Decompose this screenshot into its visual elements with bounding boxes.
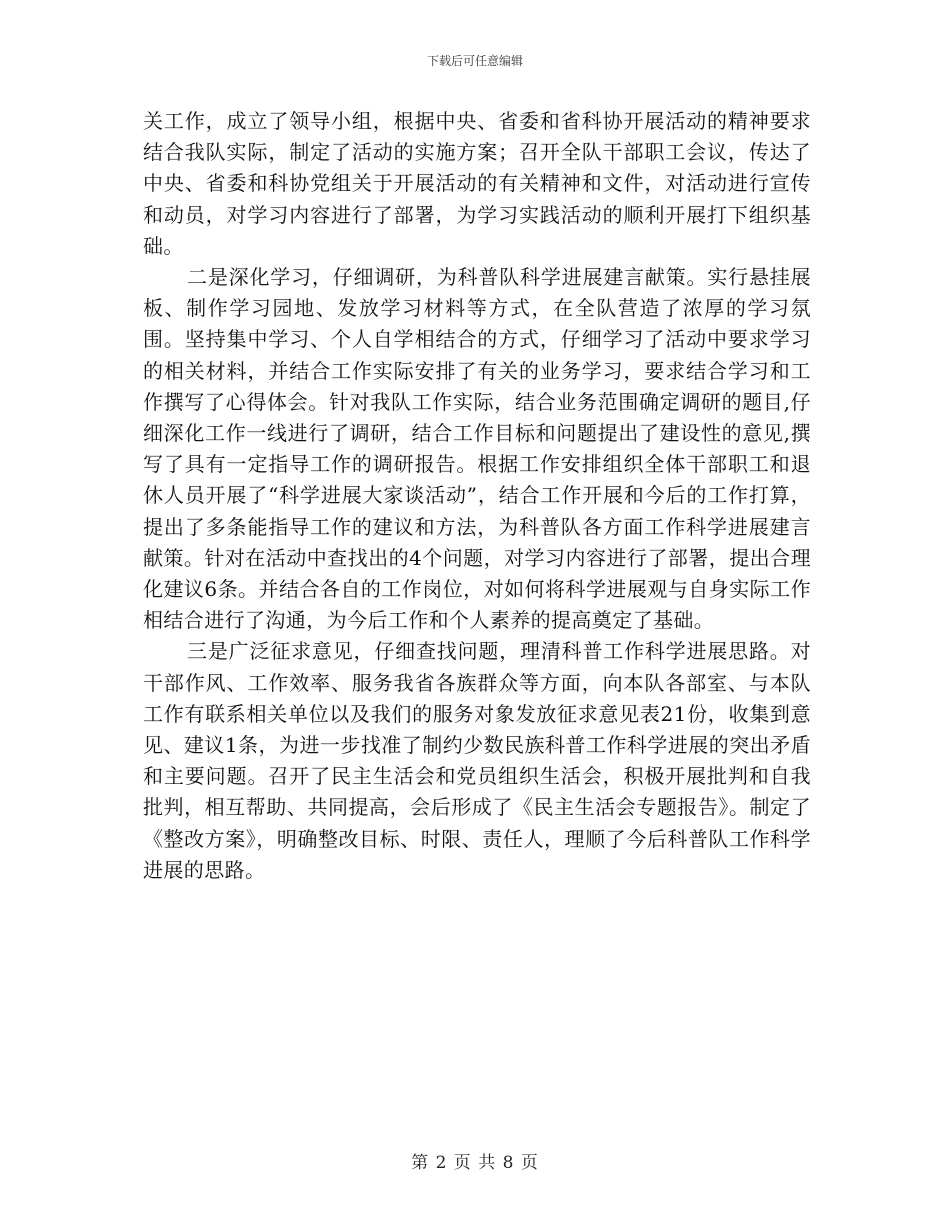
page-header: 下载后可任意编辑: [426, 54, 523, 68]
paragraph-solicit-opinions: 三是广泛征求意见，仔细查找问题，理清科普工作科学进展思路。对干部作风、工作效率、服务我省各族群众等方面，向本队各部室、与本队工作有联系相关单位以及我们的服务对象发放征求意见表21份，收集到意见、建议1条，为进一步找准了制约少数民族科普工作科学进展的突出矛盾和主要问题。召开了民主生活会和党员组织生活会，积极开展批判和自我批判，相互帮助、共同提高，会后形成了《民主生活会专题报告》。制定了《整改方案》，明确整改目标、时限、责任人，理顺了今后科普队工作科学进展的思路。: [143, 639, 811, 882]
page-number: 第 2 页 共 8 页: [411, 1153, 539, 1173]
paragraph-continued: 关工作，成立了领导小组，根据中央、省委和省科协开展活动的精神要求结合我队实际，制定了活动的实施方案；召开全队干部职工会议，传达了中央、省委和科协党组关于开展活动的有关精神和文件，对活动进行宣传和动员，对学习内容进行了部署，为学习实践活动的顺利开展打下组织基础。: [143, 109, 811, 258]
document-body: [143, 106, 811, 886]
paragraph-study-research: 二是深化学习，仔细调研，为科普队科学进展建言献策。实行悬挂展板、制作学习园地、发放学习材料等方式，在全队营造了浓厚的学习氛围。坚持集中学习、个人自学相结合的方式，仔细学习了活动中要求学习的相关材料，并结合工作实际安排了有关的业务学习，要求结合学习和工作撰写了心得体会。针对我队工作实际，结合业务范围确定调研的题目,仔细深化工作一线进行了调研，结合工作目标和问题提出了建设性的意见,撰写了具有一定指导工作的调研报告。根据工作安排组织全体干部职工和退休人员开展了“科学进展大家谈活动”，结合工作开展和今后的工作打算，提出了多条能指导工作的建议和方法，为科普队各方面工作科学进展建言献策。针对在活动中查找出的4个问题，对学习内容进行了部署，提出合理化建议6条。并结合各自的工作岗位，对如何将科学进展观与自身实际工作相结合进行了沟通，为今后工作和个人素养的提高奠定了基础。: [143, 265, 811, 633]
